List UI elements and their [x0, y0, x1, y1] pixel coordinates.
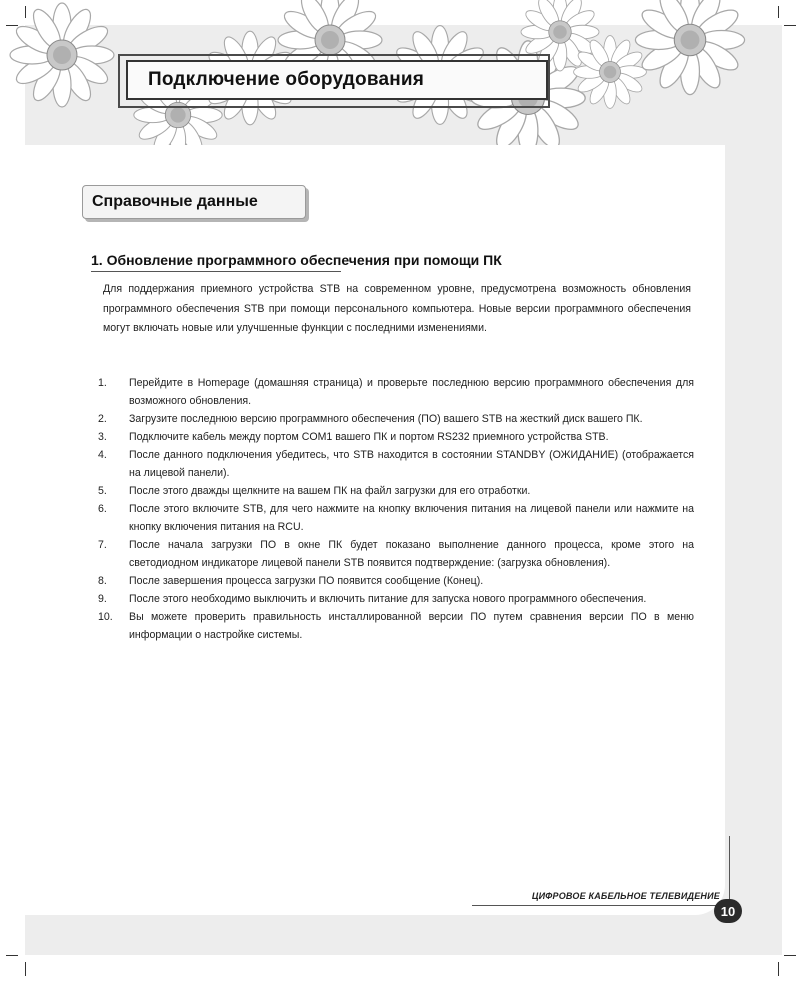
- section-title: Справочные данные: [92, 193, 258, 210]
- crop-mark: [6, 955, 18, 956]
- list-item: [98, 375, 694, 410]
- step-text: После завершения процесса загрузки ПО появится сообщение (Конец).: [129, 574, 484, 587]
- intro-paragraph: Для поддержания приемного устройства STB на современном уровне, предусмотрена возможность обновления программного обеспечения STB при помощи персонального компьютера. Новые версии программного обеспечения могут включать новые или улучшенные функции с последними изменениями.: [103, 283, 691, 335]
- section-tab: [82, 185, 306, 219]
- list-item: [98, 483, 694, 501]
- step-text: После этого необходимо выключить и включить питание для запуска нового программного обеспечения.: [129, 592, 647, 605]
- steps-list: [98, 375, 694, 645]
- list-item: [98, 591, 694, 609]
- page-title: Подключение оборудования: [148, 69, 425, 90]
- step-text: Загрузите последнюю версию программного обеспечения (ПО) вашего STB на жесткий диск вашего ПК.: [129, 412, 643, 425]
- step-number: 6.: [98, 503, 107, 516]
- step-number: 9.: [98, 592, 107, 605]
- step-text: Вы можете проверить правильность инсталлированной версии ПО путем сравнения версии ПО в меню информации о настройке системы.: [129, 611, 694, 641]
- list-item: [98, 411, 694, 429]
- step-text: После этого включите STB, для чего нажмите на кнопку включения питания на лицевой панели или нажмите на кнопку включения питания на RCU.: [129, 503, 694, 533]
- list-item: [98, 501, 694, 536]
- step-text: Подключите кабель между портом COM1 вашего ПК и портом RS232 приемного устройства STB.: [129, 430, 609, 443]
- step-number: 3.: [98, 430, 107, 443]
- heading-underline: [91, 271, 341, 272]
- section-heading: 1. Обновление программного обеспечения при помощи ПК: [91, 252, 502, 268]
- step-text: После этого дважды щелкните на вашем ПК на файл загрузки для его отработки.: [129, 484, 531, 497]
- list-item: [98, 609, 694, 644]
- vertical-rule: [729, 836, 730, 900]
- step-number: 2.: [98, 412, 107, 425]
- step-number: 7.: [98, 538, 107, 551]
- footer-rule: [472, 905, 716, 906]
- step-text: Перейдите в Homepage (домашняя страница) и проверьте последнюю версию программного обеспечения для возможного обновления.: [129, 377, 694, 407]
- list-item: [98, 429, 694, 447]
- step-number: 4.: [98, 449, 107, 462]
- list-item: [98, 537, 694, 572]
- crop-mark: [778, 962, 779, 976]
- crop-mark: [25, 962, 26, 976]
- step-number: 1.: [98, 377, 107, 389]
- step-number: 10.: [98, 611, 113, 624]
- list-item: [98, 573, 694, 591]
- step-number: 5.: [98, 484, 107, 497]
- crop-mark: [784, 955, 796, 956]
- step-text: После данного подключения убедитесь, что STB находится в состоянии STANDBY (ОЖИДАНИЕ) (отображается на лицевой панели).: [129, 449, 694, 479]
- page-number: 10: [714, 899, 742, 923]
- list-item: [98, 447, 694, 482]
- step-text: После начала загрузки ПО в окне ПК будет показано выполнение данного процесса, кроме этого на светодиодном индикаторе лицевой панели STB появится подтверждение: (загрузка обновления).: [129, 538, 694, 569]
- title-box: [126, 60, 548, 100]
- step-number: 8.: [98, 574, 107, 587]
- footer-title: ЦИФРОВОЕ КАБЕЛЬНОЕ ТЕЛЕВИДЕНИЕ: [531, 891, 720, 901]
